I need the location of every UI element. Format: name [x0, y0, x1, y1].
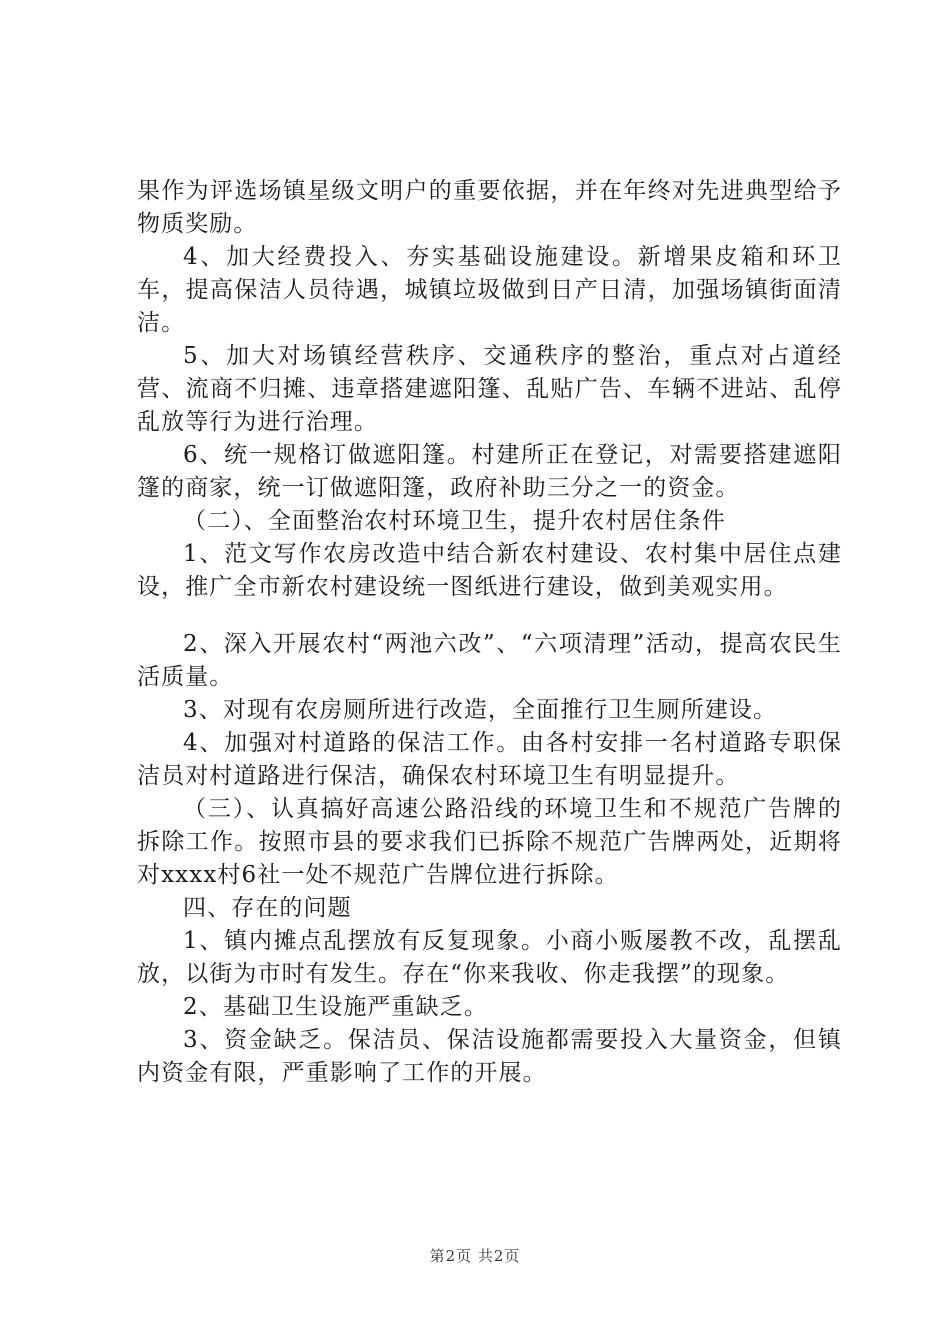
problem-item-3: 3、资金缺乏。保洁员、保洁设施都需要投入大量资金，但镇内资金有限，严重影响了工作的开展。: [137, 1027, 842, 1086]
problem-item-2: 2、基础卫生设施严重缺乏。: [183, 994, 488, 1020]
document-body: [137, 175, 842, 1090]
paragraph-item-6: 6、统一规格订做遮阳篷。村建所正在登记，对需要搭建遮阳篷的商家，统一订做遮阳篷，政府补助三分之一的资金。: [137, 442, 842, 501]
section-heading-4: 四、存在的问题: [183, 895, 352, 921]
paragraph-item-5: 5、加大对场镇经营秩序、交通秩序的整治，重点对占道经营、流商不归摊、违章搭建遮阳篷、乱贴广告、车辆不进站、乱停乱放等行为进行治理。: [137, 343, 842, 435]
paragraph-rural-1: 1、范文写作农房改造中结合新农村建设、农村集中居住点建设，推广全市新农村建设统一图纸进行建设，做到美观实用。: [137, 541, 842, 600]
paragraph-rural-4: 4、加强对村道路的保洁工作。由各村安排一名村道路专职保洁员对村道路进行保洁，确保农村环境卫生有明显提升。: [137, 730, 842, 789]
section-heading-3: （三）、认真搞好高速公路沿线的环境卫生和不规范广告牌的拆除工作。按照市县的要求我们已拆除不规范广告牌两处，近期将对xxxx村6社一处不规范广告牌位进行拆除。: [137, 796, 842, 888]
paragraph-continuation: 果作为评选场镇星级文明户的重要依据，并在年终对先进典型给予物质奖励。: [137, 178, 842, 237]
paragraph-rural-2: 2、深入开展农村“两池六改”、“六项清理”活动，提高农民生活质量。: [137, 631, 842, 690]
section-heading-2: （二）、全面整治农村环境卫生，提升农村居住条件: [183, 508, 726, 534]
paragraph-item-4: 4、加大经费投入、夯实基础设施建设。新增果皮箱和环卫车，提高保洁人员待遇，城镇垃圾做到日产日清，加强场镇街面清洁。: [137, 244, 842, 336]
paragraph-gap: [137, 604, 842, 628]
paragraph-rural-3: 3、对现有农房厕所进行改造，全面推行卫生厕所建设。: [183, 697, 778, 723]
page-number: 第2页 共2页: [429, 1247, 521, 1265]
problem-item-1: 1、镇内摊点乱摆放有反复现象。小商小贩屡教不改，乱摆乱放，以街为市时有发生。存在“你来我收、你走我摆”的现象。: [137, 928, 842, 987]
